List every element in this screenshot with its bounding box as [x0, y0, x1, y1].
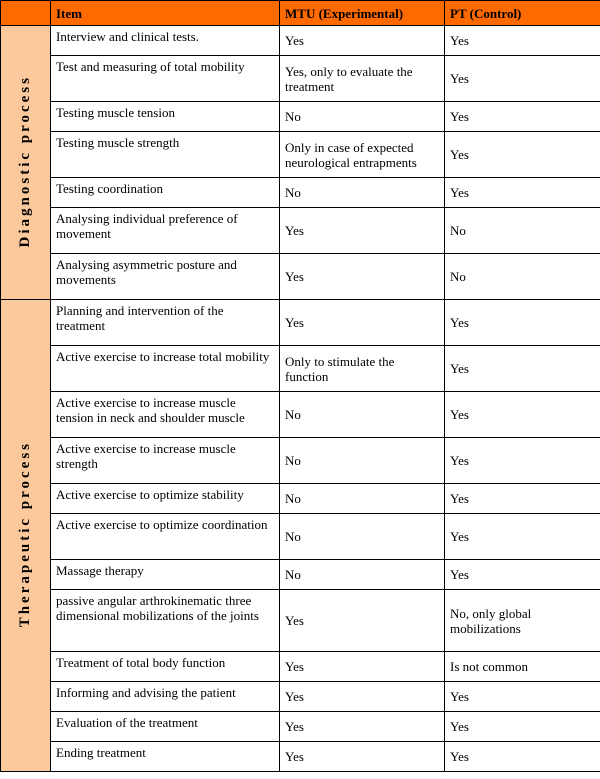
- pt-cell: Yes: [445, 514, 600, 560]
- mtu-cell: Yes: [280, 300, 445, 346]
- pt-cell: No: [445, 254, 600, 300]
- pt-cell: Yes: [445, 300, 600, 346]
- item-cell: Testing muscle strength: [51, 132, 280, 178]
- item-cell: Planning and intervention of the treatment: [51, 300, 280, 346]
- mtu-cell: Only to stimulate the function: [280, 346, 445, 392]
- item-cell: Informing and advising the patient: [51, 682, 280, 712]
- header-mtu: MTU (Experimental): [280, 1, 445, 26]
- mtu-cell: No: [280, 178, 445, 208]
- table-row: [1, 346, 600, 392]
- item-cell: Testing coordination: [51, 178, 280, 208]
- table-row: [1, 652, 600, 682]
- mtu-cell: Yes: [280, 590, 445, 652]
- item-cell: Active exercise to optimize coordination: [51, 514, 280, 560]
- pt-cell: Yes: [445, 392, 600, 438]
- table-row: [1, 26, 600, 56]
- table-row: [1, 560, 600, 590]
- mtu-cell: No: [280, 484, 445, 514]
- mtu-cell: Yes: [280, 742, 445, 772]
- header-item: Item: [51, 1, 280, 26]
- item-cell: Test and measuring of total mobility: [51, 56, 280, 102]
- pt-cell: Yes: [445, 560, 600, 590]
- item-cell: Testing muscle tension: [51, 102, 280, 132]
- table-row: [1, 102, 600, 132]
- table-row: [1, 682, 600, 712]
- table-row: [1, 514, 600, 560]
- pt-cell: Yes: [445, 742, 600, 772]
- mtu-cell: Yes: [280, 652, 445, 682]
- mtu-cell: Yes, only to evaluate the treatment: [280, 56, 445, 102]
- item-cell: Analysing individual preference of movement: [51, 208, 280, 254]
- table-row: [1, 392, 600, 438]
- pt-cell: Yes: [445, 26, 600, 56]
- item-cell: Treatment of total body function: [51, 652, 280, 682]
- pt-cell: Yes: [445, 438, 600, 484]
- table-row: [1, 208, 600, 254]
- item-cell: Active exercise to increase muscle tension in neck and shoulder muscle: [51, 392, 280, 438]
- item-cell: passive angular arthrokinematic three dimensional mobilizations of the joints: [51, 590, 280, 652]
- mtu-cell: Only in case of expected neurological entrapments: [280, 132, 445, 178]
- item-cell: Active exercise to increase muscle strength: [51, 438, 280, 484]
- header-blank-cell: [1, 1, 51, 26]
- table-body: [1, 26, 600, 772]
- item-cell: Analysing asymmetric posture and movements: [51, 254, 280, 300]
- mtu-cell: No: [280, 102, 445, 132]
- pt-cell: Yes: [445, 132, 600, 178]
- table-row: [1, 178, 600, 208]
- mtu-cell: No: [280, 438, 445, 484]
- item-cell: Active exercise to optimize stability: [51, 484, 280, 514]
- section-label: Therapeutic process: [17, 440, 33, 628]
- item-cell: Interview and clinical tests.: [51, 26, 280, 56]
- table-row: [1, 484, 600, 514]
- mtu-cell: Yes: [280, 26, 445, 56]
- table-row: [1, 438, 600, 484]
- table-row: [1, 254, 600, 300]
- mtu-cell: No: [280, 560, 445, 590]
- item-cell: Massage therapy: [51, 560, 280, 590]
- table-row: [1, 132, 600, 178]
- pt-cell: Yes: [445, 346, 600, 392]
- section-diagnostic: [1, 26, 51, 300]
- pt-cell: Yes: [445, 178, 600, 208]
- mtu-cell: Yes: [280, 712, 445, 742]
- pt-cell: Yes: [445, 712, 600, 742]
- table-row: [1, 742, 600, 772]
- header-pt: PT (Control): [445, 1, 600, 26]
- section-label: Diagnostic process: [17, 74, 33, 248]
- header-row: [1, 1, 600, 26]
- table-row: [1, 590, 600, 652]
- mtu-cell: Yes: [280, 208, 445, 254]
- mtu-cell: No: [280, 514, 445, 560]
- table-row: [1, 56, 600, 102]
- pt-cell: Yes: [445, 102, 600, 132]
- pt-cell: Yes: [445, 682, 600, 712]
- section-therapeutic: [1, 300, 51, 772]
- pt-cell: Is not common: [445, 652, 600, 682]
- mtu-cell: Yes: [280, 254, 445, 300]
- pt-cell: Yes: [445, 484, 600, 514]
- pt-cell: Yes: [445, 56, 600, 102]
- table-row: [1, 300, 600, 346]
- pt-cell: No, only global mobilizations: [445, 590, 600, 652]
- item-cell: Active exercise to increase total mobility: [51, 346, 280, 392]
- pt-cell: No: [445, 208, 600, 254]
- item-cell: Ending treatment: [51, 742, 280, 772]
- item-cell: Evaluation of the treatment: [51, 712, 280, 742]
- table-row: [1, 712, 600, 742]
- mtu-cell: Yes: [280, 682, 445, 712]
- mtu-cell: No: [280, 392, 445, 438]
